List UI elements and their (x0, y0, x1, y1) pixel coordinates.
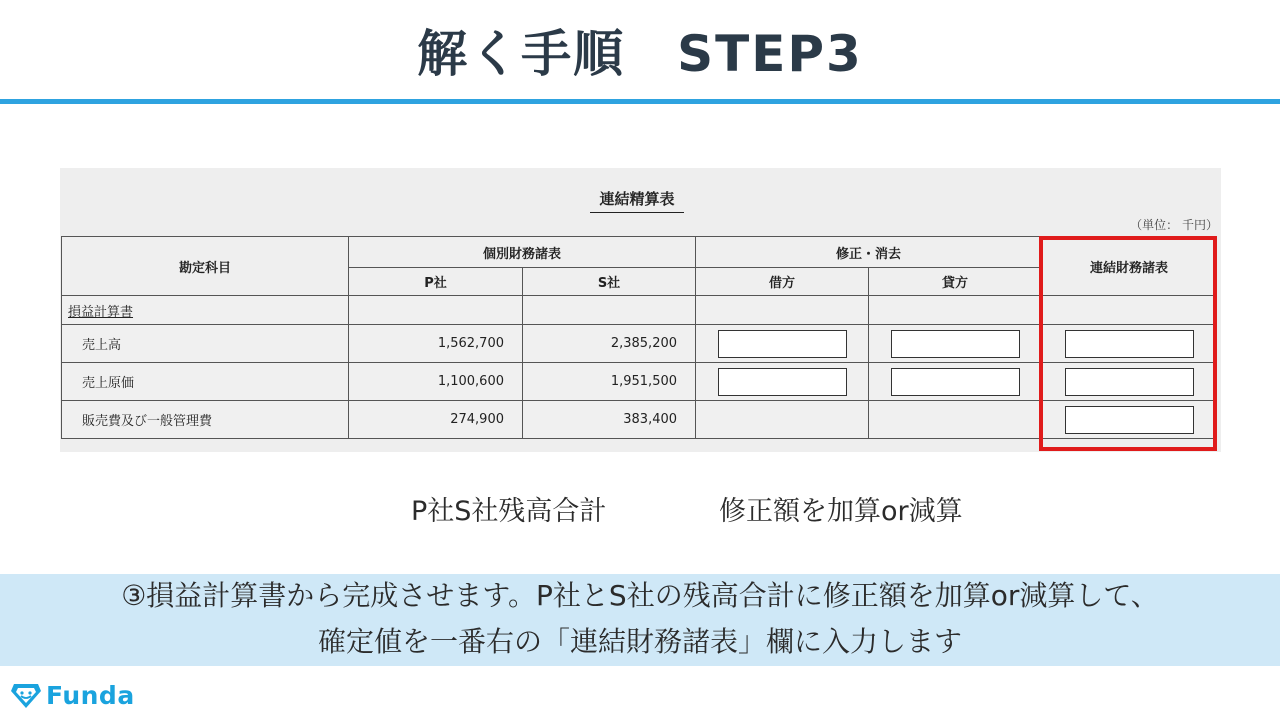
table-row (62, 296, 1217, 325)
section-label-income-statement: 損益計算書 (62, 296, 349, 325)
caption-balance-total: P社S社残高合計 (411, 496, 607, 527)
worksheet-title: 連結精算表 (590, 186, 684, 213)
s-value-sales: 2,385,200 (523, 325, 696, 363)
consolidated-input-sales[interactable] (1065, 330, 1194, 358)
brand-logo (10, 678, 135, 712)
header-debit: 借方 (696, 268, 869, 296)
p-value-cost-of-sales: 1,100,600 (349, 363, 523, 401)
slide-title: 解く手順 STEP3 (417, 25, 863, 83)
debit-input-cost-of-sales[interactable] (718, 368, 847, 396)
title-divider (0, 99, 1280, 104)
header-adjustments: 修正・消去 (696, 237, 1042, 268)
s-value-sga: 383,400 (523, 401, 696, 439)
unit-label: （単位： 千円） (1130, 218, 1218, 232)
consolidation-worksheet-table (61, 236, 1217, 439)
debit-input-sales[interactable] (718, 330, 847, 358)
p-value-sga: 274,900 (349, 401, 523, 439)
credit-input-cost-of-sales[interactable] (891, 368, 1020, 396)
table-row (62, 363, 1217, 401)
p-value-sales: 1,562,700 (349, 325, 523, 363)
header-credit: 貸方 (869, 268, 1042, 296)
consolidated-input-sga[interactable] (1065, 406, 1194, 434)
caption-adjustment: 修正額を加算or減算 (719, 496, 963, 527)
header-account: 勘定科目 (62, 237, 349, 296)
diamond-logo-icon (10, 680, 42, 710)
row-label-cost-of-sales: 売上原価 (62, 363, 349, 401)
explanation-line-1: ③損益計算書から完成させます。P社とS社の残高合計に修正額を加算or減算して、 (121, 579, 1159, 612)
credit-input-sales[interactable] (891, 330, 1020, 358)
header-individual-fs: 個別財務諸表 (349, 237, 696, 268)
s-value-cost-of-sales: 1,951,500 (523, 363, 696, 401)
header-consolidated-fs: 連結財務諸表 (1042, 237, 1217, 296)
row-label-sga: 販売費及び一般管理費 (62, 401, 349, 439)
brand-name: Funda (46, 680, 135, 710)
table-row (62, 401, 1217, 439)
consolidated-input-cost-of-sales[interactable] (1065, 368, 1194, 396)
header-p-company: P社 (349, 268, 523, 296)
explanation-line-2: 確定値を一番右の「連結財務諸表」欄に入力します (317, 625, 962, 658)
table-row (62, 325, 1217, 363)
row-label-sales: 売上高 (62, 325, 349, 363)
header-s-company: S社 (523, 268, 696, 296)
